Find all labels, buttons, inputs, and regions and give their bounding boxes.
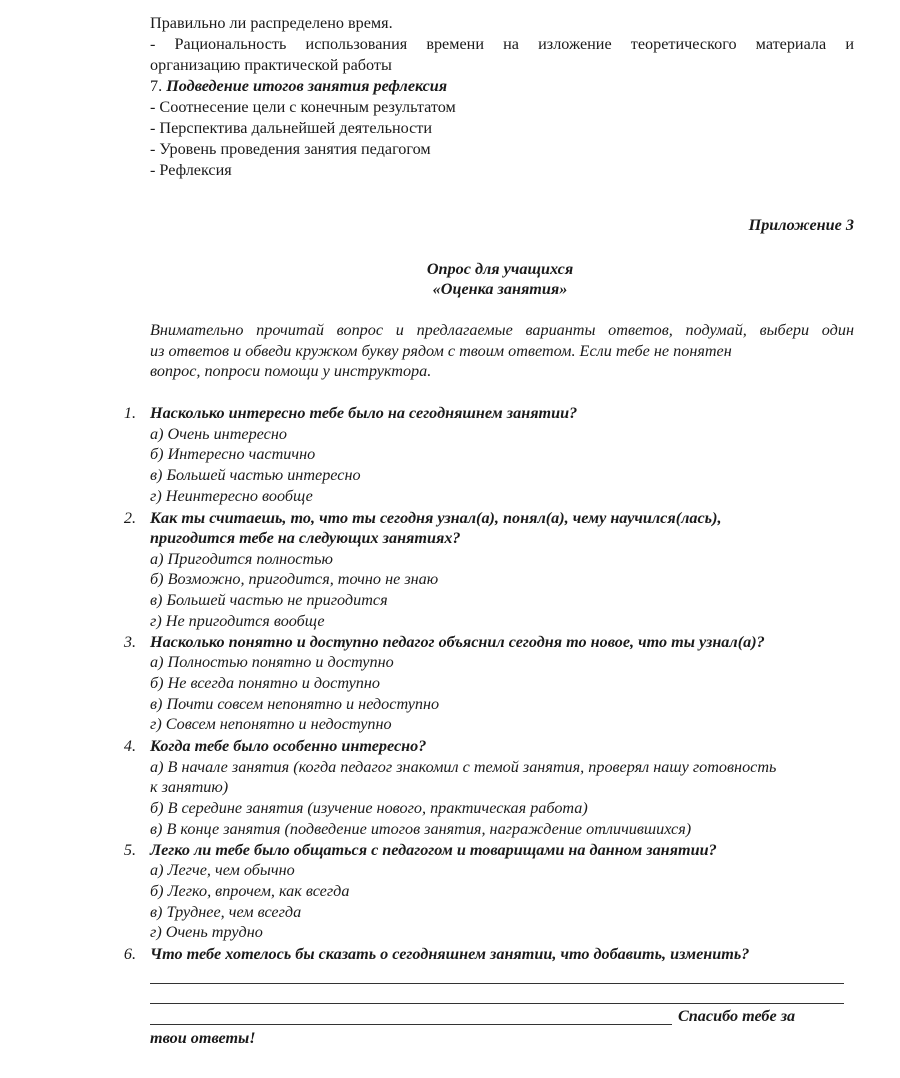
question-2-option: б) Возможно, пригодится, точно не знаю [150, 570, 439, 588]
appendix-label: Приложение 3 [748, 216, 854, 234]
intro-line-1: Правильно ли распределено время. [150, 14, 393, 32]
section-7-item: - Перспектива дальнейшей деятельности [150, 119, 433, 137]
intro-line-2: - Рациональность использования времени на изложение теоретического материала и [150, 35, 854, 53]
question-2-option: а) Пригодится полностью [150, 550, 333, 568]
question-1-number: 1. [123, 404, 136, 422]
question-5-text: Легко ли тебе было общаться с педагогом и товарищами на данном занятии? [150, 841, 717, 859]
question-5-option: б) Легко, впрочем, как всегда [150, 882, 350, 900]
instructions-line-3: вопрос, попроси помощи у инструктора. [150, 362, 432, 380]
question-2-option: в) Большей частью не пригодится [150, 591, 388, 609]
section-7-item: - Соотнесение цели с конечным результатом [150, 98, 456, 116]
question-4-text: Когда тебе было особенно интересно? [150, 737, 427, 755]
question-3-option: г) Совсем непонятно и недоступно [150, 715, 392, 733]
question-5-number: 5. [123, 841, 136, 859]
intro-line-3: организацию практической работы [150, 56, 392, 74]
instructions-line-1: Внимательно прочитай вопрос и предлагаемые варианты ответов, подумай, выбери один [150, 321, 854, 339]
question-2-text: Как ты считаешь, то, что ты сегодня узнал(а), понял(а), чему научился(лась), [150, 509, 722, 527]
question-3-number: 3. [123, 633, 136, 651]
survey-title: Опрос для учащихся [426, 260, 574, 278]
question-4-number: 4. [123, 737, 136, 755]
section-7-title: Подведение итогов занятия рефлексия [166, 77, 448, 95]
question-4-option: а) В начале занятия (когда педагог знакомил с темой занятия, проверял нашу готовность [150, 758, 777, 776]
closing-thanks-cont: твои ответы! [150, 1029, 256, 1047]
survey-subtitle: «Оценка занятия» [432, 280, 568, 298]
question-3-option: в) Почти совсем непонятно и недоступно [150, 695, 440, 713]
question-3-option: б) Не всегда понятно и доступно [150, 674, 381, 692]
section-7-heading [150, 76, 447, 96]
question-3-option: а) Полностью понятно и доступно [150, 653, 394, 671]
question-1-text: Насколько интересно тебе было на сегодняшнем занятии? [150, 404, 578, 422]
question-2-number: 2. [123, 509, 136, 527]
answer-line[interactable] [150, 983, 844, 984]
question-5-option: а) Легче, чем обычно [150, 861, 295, 879]
section-7-number: 7. [150, 77, 163, 95]
question-6-text: Что тебе хотелось бы сказать о сегодняшнем занятии, что добавить, изменить? [150, 945, 750, 963]
question-1-option: а) Очень интересно [150, 425, 287, 443]
question-6-number: 6. [123, 945, 136, 963]
answer-line[interactable] [150, 1003, 844, 1004]
section-7-item: - Уровень проведения занятия педагогом [150, 140, 431, 158]
question-1-option: в) Большей частью интересно [150, 466, 361, 484]
instructions-line-2: из ответов и обведи кружком букву рядом с твоим ответом. Если тебе не понятен [150, 342, 732, 360]
question-4-option: в) В конце занятия (подведение итогов занятия, награждение отличившихся) [150, 820, 692, 838]
closing-thanks: Спасибо тебе за [678, 1007, 796, 1025]
question-1-option: б) Интересно частично [150, 445, 316, 463]
answer-line[interactable] [150, 1024, 672, 1025]
question-4-option-cont: к занятию) [150, 778, 229, 796]
question-2-option: г) Не пригодится вообще [150, 612, 325, 630]
question-5-option: г) Очень трудно [150, 923, 263, 941]
question-2-text-cont: пригодится тебе на следующих занятиях? [150, 529, 461, 547]
section-7-item: - Рефлексия [150, 161, 232, 179]
question-3-text: Насколько понятно и доступно педагог объяснил сегодня то новое, что ты узнал(а)? [150, 633, 765, 651]
question-5-option: в) Труднее, чем всегда [150, 903, 302, 921]
question-1-option: г) Неинтересно вообще [150, 487, 313, 505]
question-4-option: б) В середине занятия (изучение нового, практическая работа) [150, 799, 588, 817]
